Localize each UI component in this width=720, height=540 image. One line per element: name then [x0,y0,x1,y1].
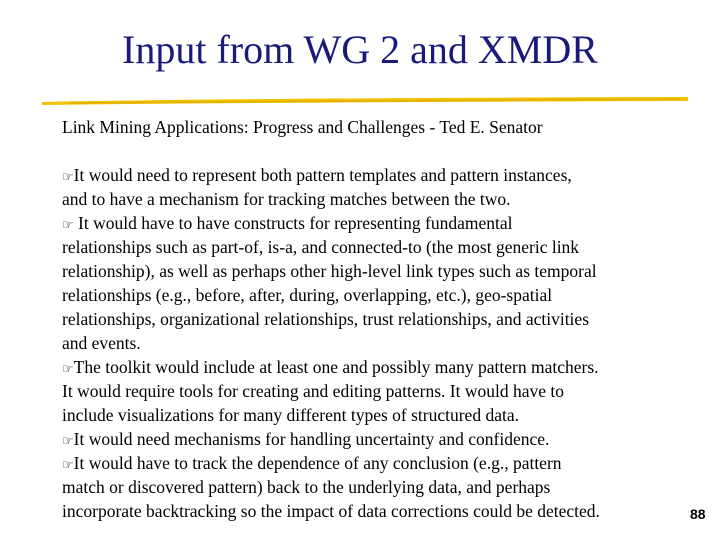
body-line [62,235,702,259]
body-line-text: relationship), as well as perhaps other high-level link types such as temporal [62,261,597,281]
body-line [62,187,702,211]
slide-title: Input from WG 2 and XMDR [122,27,598,72]
body-line-text: match or discovered pattern) back to the underlying data, and perhaps [62,477,551,497]
body-line [62,307,702,331]
body-line-text: It would require tools for creating and editing patterns. It would have to [62,381,565,401]
body-line-text: It would have to track the dependence of any conclusion (e.g., pattern [73,453,562,473]
body-line-text: incorporate backtracking so the impact of data corrections could be detected. [62,501,600,521]
body-line [62,331,702,355]
body-line [62,211,702,235]
body-line-text: The toolkit would include at least one and possibly many pattern matchers. [73,357,599,377]
body-line-text: and to have a mechanism for tracking matches between the two. [62,189,511,209]
body-line-text: It would have to have constructs for representing fundamental [73,213,513,233]
body-line [62,451,702,475]
body-line-text: and events. [62,333,141,353]
pointing-hand-icon: ☞ [62,458,74,473]
pointing-hand-icon: ☞ [62,170,74,185]
body-line-text: include visualizations for many different types of structured data. [62,405,519,425]
body-line-text: relationships such as part-of, is-a, and connected-to (the most generic link [62,237,580,257]
body-line [62,427,702,451]
page-number: 88 [690,506,706,522]
slide-body [62,163,702,523]
slide-subtitle: Link Mining Applications: Progress and Challenges - Ted E. Senator [62,117,543,137]
body-line [62,259,702,283]
title-underline-rule [40,93,690,107]
pointing-hand-icon: ☞ [62,434,74,449]
body-line-text: relationships (e.g., before, after, during, overlapping, etc.), geo-spatial [62,285,553,305]
body-line-text: It would need mechanisms for handling uncertainty and confidence. [73,429,550,449]
body-line [62,163,702,187]
body-line [62,499,702,523]
pointing-hand-icon: ☞ [62,218,74,233]
body-line-text: relationships, organizational relationships, trust relationships, and activities [62,309,589,329]
body-line [62,403,702,427]
pointing-hand-icon: ☞ [62,362,74,377]
body-line [62,355,702,379]
body-line [62,475,702,499]
body-line [62,379,702,403]
body-line [62,283,702,307]
body-line-text: It would need to represent both pattern templates and pattern instances, [73,165,572,185]
